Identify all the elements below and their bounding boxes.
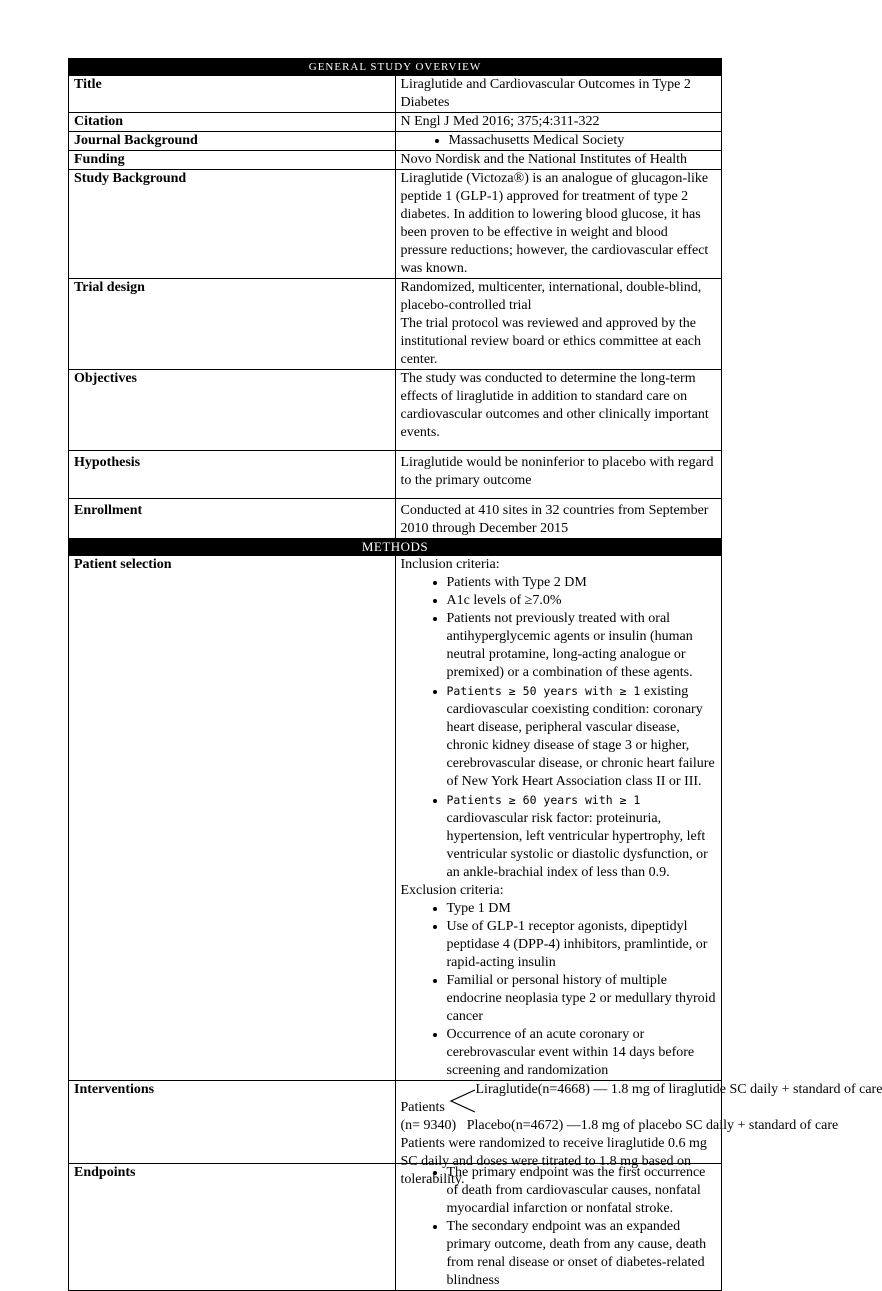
enrollment-row: [69, 499, 722, 539]
citation-row: [69, 113, 722, 132]
liraglutide-arm: Liraglutide(n=4668) — 1.8 mg of liraglutide SC daily + standard of care: [476, 1081, 882, 1099]
funding-label: Funding: [69, 151, 396, 170]
inclusion-list: [401, 574, 718, 882]
inclusion-item: • A1c levels of ≥7.0%: [447, 592, 718, 610]
study-summary-document: [68, 58, 722, 1291]
general-overview-header: GENERAL STUDY OVERVIEW: [69, 59, 722, 76]
journal-value: [395, 132, 722, 151]
citation-value: N Engl J Med 2016; 375;4:311-322: [395, 113, 722, 132]
journal-row: [69, 132, 722, 151]
trial-design-row: [69, 279, 722, 370]
hypothesis-row: [69, 451, 722, 499]
exclusion-item: • Familial or personal history of multiple endocrine neoplasia type 2 or medullary thyroid cancer: [447, 972, 718, 1026]
inclusion-item-text: existing cardiovascular coexisting condition: coronary heart disease, peripheral vascular disease, chronic kidney disease of stage 3 or higher, cerebrovascular disease, or chronic heart failure of New York Heart Association class II or III.: [447, 684, 715, 789]
enrollment-value: Conducted at 410 sites in 32 countries from September 2010 through December 2015: [395, 499, 722, 539]
interventions-value: [395, 1081, 722, 1164]
trial-design-value: [395, 279, 722, 370]
objectives-value: The study was conducted to determine the long-term effects of liraglutide in addition to standard care on cardiovascular outcomes and other clinically important events.: [395, 370, 722, 451]
exclusion-list: [401, 900, 718, 1080]
objectives-row: [69, 370, 722, 451]
interventions-label: Interventions: [69, 1081, 396, 1164]
study-background-row: [69, 170, 722, 279]
dosing-note: Patients were randomized to receive liraglutide 0.6 mg SC daily and doses were titrated to 1.8 mg based on tolerability.: [401, 1135, 718, 1189]
trial-design-line-2: The trial protocol was reviewed and approved by the institutional review board or ethics committee at each center.: [401, 315, 718, 369]
total-patients: (n= 9340): [401, 1118, 457, 1133]
study-background-value: Liraglutide (Victoza®) is an analogue of glucagon-like peptide 1 (GLP-1) approved for treatment of type 2 diabetes. In addition to lowering blood glucose, it has been proven to be effective in weight and blood pressure reductions; however, the cardiovascular effect was known.: [395, 170, 722, 279]
exclusion-item: • Type 1 DM: [447, 900, 718, 918]
trial-design-line-1: Randomized, multicenter, international, double-blind, placebo-controlled trial: [401, 279, 718, 315]
title-row: [69, 76, 722, 113]
methods-header: METHODS: [69, 539, 722, 556]
hypothesis-value: Liraglutide would be noninferior to placebo with regard to the primary outcome: [395, 451, 722, 499]
objectives-label: Objectives: [69, 370, 396, 451]
trial-design-label: Trial design: [69, 279, 396, 370]
journal-list: [401, 132, 718, 150]
title-value: Liraglutide and Cardiovascular Outcomes in Type 2 Diabetes: [395, 76, 722, 113]
endpoints-label: Endpoints: [69, 1164, 396, 1291]
title-label: Title: [69, 76, 396, 113]
inclusion-item: • Patients not previously treated with oral antihyperglycemic agents or insulin (human neutral protamine, long-acting analogue or premixed) or a combination of these agents.: [447, 610, 718, 682]
study-background-label: Study Background: [69, 170, 396, 279]
patients-label: Patients: [401, 1099, 445, 1117]
journal-label: Journal Background: [69, 132, 396, 151]
interventions-diagram: [401, 1081, 718, 1163]
inclusion-heading: Inclusion criteria:: [401, 556, 718, 574]
enrollment-label: Enrollment: [69, 499, 396, 539]
placebo-arm: Placebo(n=4672) —1.8 mg of placebo SC daily + standard of care: [467, 1118, 839, 1133]
inclusion-item: [447, 791, 718, 882]
exclusion-item: • Use of GLP-1 receptor agonists, dipeptidyl peptidase 4 (DPP-4) inhibitors, pramlintide, or rapid-acting insulin: [447, 918, 718, 972]
placebo-line: [401, 1117, 839, 1135]
funding-value: Novo Nordisk and the National Institutes of Health: [395, 151, 722, 170]
journal-item: • Massachusetts Medical Society: [449, 132, 718, 150]
hypothesis-label: Hypothesis: [69, 451, 396, 499]
general-overview-header-row: [69, 59, 722, 76]
endpoint-item: • The primary endpoint was the first occurrence of death from cardiovascular causes, nonfatal myocardial infarction or nonfatal stroke.: [447, 1164, 718, 1218]
methods-header-row: [69, 539, 722, 556]
citation-label: Citation: [69, 113, 396, 132]
inclusion-item-lead: Patients ≥ 60 years with ≥ 1: [447, 793, 641, 807]
inclusion-item: • Patients with Type 2 DM: [447, 574, 718, 592]
patient-selection-label: Patient selection: [69, 556, 396, 1081]
patient-selection-value: [395, 556, 722, 1081]
inclusion-item-lead: Patients ≥ 50 years with ≥ 1: [447, 684, 641, 698]
exclusion-item: • Occurrence of an acute coronary or cerebrovascular event within 14 days before screening and randomization: [447, 1026, 718, 1080]
inclusion-item: [447, 682, 718, 791]
exclusion-heading: Exclusion criteria:: [401, 882, 718, 900]
inclusion-item-text: cardiovascular risk factor: proteinuria, hypertension, left ventricular hypertrophy, left ventricular systolic or diastolic dysfunction, or an ankle-brachial index of less than 0.9.: [447, 811, 708, 880]
randomization-bracket-icon: [449, 1089, 477, 1113]
patient-selection-row: [69, 556, 722, 1081]
funding-row: [69, 151, 722, 170]
endpoint-item: • The secondary endpoint was an expanded primary outcome, death from any cause, death from renal disease or onset of diabetes-related blindness: [447, 1218, 718, 1290]
interventions-row: [69, 1081, 722, 1164]
study-summary-table: [68, 58, 722, 1291]
